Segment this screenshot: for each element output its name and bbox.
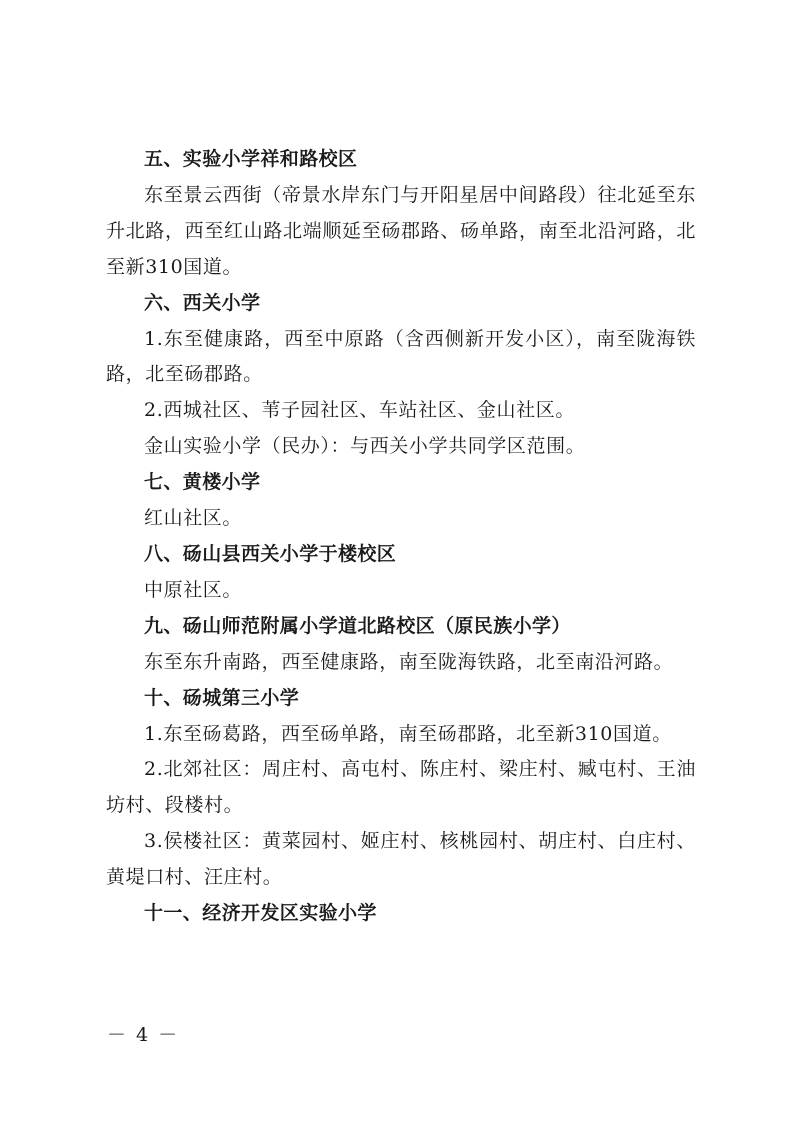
section-heading: 十、砀城第三小学	[144, 686, 300, 709]
section-heading: 八、砀山县西关小学于楼校区	[144, 542, 397, 565]
section-paragraph: 2.西城社区、苇子园社区、车站社区、金山社区。	[144, 399, 575, 422]
section-paragraph: 中原社区。	[144, 578, 243, 601]
section-paragraph: 1.东至砀葛路，西至砀单路，南至砀郡路，北至新310国道。	[144, 722, 672, 745]
section-paragraph: 3.侯楼社区：黄菜园村、姬庄村、核桃园村、胡庄村、白庄村、黄堤口村、汪庄村。	[106, 830, 696, 889]
section-paragraph: 东至景云西街（帝景水岸东门与开阳星居中间路段）往北延至东升北路，西至红山路北端顺延至砀郡路、砀单路，南至北沿河路，北至新310国道。	[106, 183, 696, 278]
section-heading: 七、黄楼小学	[144, 471, 261, 494]
section-heading: 六、西关小学	[144, 291, 261, 314]
section-paragraph: 1.东至健康路，西至中原路（含西侧新开发小区），南至陇海铁路，北至砀郡路。	[106, 327, 696, 386]
section-paragraph: 东至东升南路，西至健康路，南至陇海铁路，北至南沿河路。	[144, 650, 674, 673]
section-paragraph: 红山社区。	[144, 507, 243, 530]
section-paragraph: 2.北郊社区：周庄村、高屯村、陈庄村、梁庄村、臧屯村、王油坊村、段楼村。	[106, 758, 696, 817]
document-body	[106, 142, 696, 932]
section-heading: 五、实验小学祥和路校区	[144, 148, 358, 170]
section-paragraph: 金山实验小学（民办）：与西关小学共同学区范围。	[144, 435, 586, 458]
section-heading: 十一、经济开发区实验小学	[144, 902, 377, 925]
page-number: － 4 －	[107, 1024, 180, 1046]
section-heading: 九、砀山师范附属小学道北路校区（原民族小学）	[144, 614, 571, 637]
